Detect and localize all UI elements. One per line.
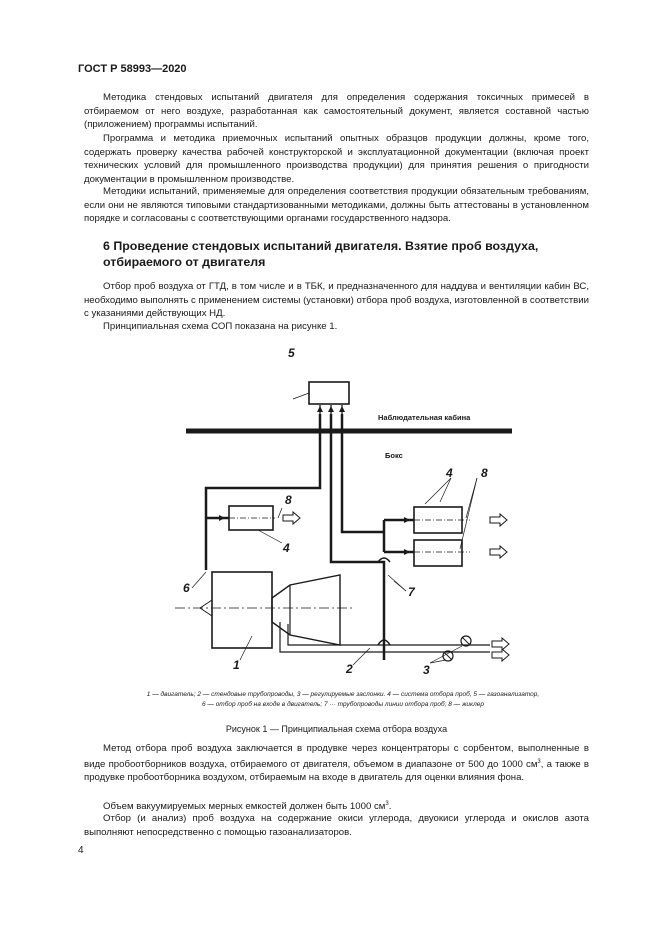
label-4-right: 4 bbox=[446, 466, 453, 480]
output-arrow-pipe-top bbox=[492, 638, 509, 650]
label-3: 3 bbox=[423, 663, 430, 677]
sampling-box-right-bottom bbox=[414, 540, 462, 566]
label-2: 2 bbox=[346, 662, 353, 676]
paragraph-sampling-method bbox=[84, 742, 589, 785]
bench-pipeline-inner bbox=[288, 624, 460, 645]
figure-legend bbox=[96, 690, 590, 710]
paragraph-acceptance-tests: Программа и методика приемочных испытаний опытных образцов продукции должны, кроме того, содержать проверку качества рабочей конструкторской и эксплуатационной документации (включая проект технических условий для промышленного производства продукции) для принятия решения о пригодности документации в промышленном производстве. bbox=[84, 133, 589, 185]
paragraph-vacuum-volume-text-a: Объем вакуумируемых мерных емкостей должен быть 1000 см bbox=[103, 801, 386, 813]
paragraph-gas-analysis: Отбор (и анализ) проб воздуха на содержание окиси углерода, двуокиси углерода и окислов азота выполняют непосредственно с помощью газоанализаторов. bbox=[84, 813, 589, 838]
bench-pipeline-outer bbox=[280, 622, 460, 652]
output-arrow-right-bottom bbox=[490, 546, 507, 558]
figure-caption: Рисунок 1 — Принципиальная схема отбора воздуха bbox=[225, 724, 448, 734]
label-4-left: 4 bbox=[283, 541, 290, 555]
page-header-standard: ГОСТ Р 58993—2020 bbox=[78, 63, 187, 75]
output-arrow-pipe-bottom bbox=[492, 649, 509, 661]
page-number: 4 bbox=[78, 845, 84, 856]
superscript-cube-2: 3 bbox=[385, 801, 389, 807]
pipeline-analyzer-left bbox=[331, 414, 384, 660]
label-1: 1 bbox=[233, 658, 240, 672]
legend-line-1: 1 — двигатель; 2 — стендовые трубопроводы, 3 — регулируемые заслонки. 4 — система отбора проб, 5 — газоанализатор, bbox=[146, 691, 540, 698]
label-box: Бокс bbox=[385, 451, 403, 460]
label-6: 6 bbox=[183, 581, 190, 595]
output-arrow-left bbox=[283, 512, 300, 524]
label-5: 5 bbox=[288, 346, 295, 360]
superscript-cube: 3 bbox=[537, 758, 541, 765]
paragraph-test-methods: Методики испытаний, применяемые для определения соответствия продукции обязательным требованиям, если они не являются типовыми стандартизованными методиками, должны быть аттестованы в установленном порядке и согласованы с соответствующими органами государственного надзора. bbox=[84, 186, 589, 224]
legend-line-2: 6 — отбор проб на входе в двигатель; 7 ··· трубопроводы линии отбора проб; 8 — жиклер bbox=[201, 701, 485, 708]
output-arrow-right-top bbox=[490, 514, 507, 526]
paragraph-air-sampling: Отбор проб воздуха от ГТД, в том числе и в ТБК, и предназначенного для наддува и вентиляции кабин ВС, необходимо выполнять с применением системы (установки) отбора проб воздуха, изготовленной в соответствии с указаниями действующих НД. bbox=[84, 281, 589, 319]
paragraph-vacuum-volume-text-b: . bbox=[388, 801, 392, 813]
paragraph-sampling-method-text-b: , а также в продувке пробоотборника воздухом, отбираемым на входе в двигатель для оценки влияния фона. bbox=[84, 758, 589, 784]
gas-analyzer-box bbox=[309, 382, 349, 404]
engine-body bbox=[212, 572, 272, 648]
paragraph-methodology: Методика стендовых испытаний двигателя для определения содержания токсичных примесей в отбираемом от него воздухе, разработанная как самостоятельный документ, является составной частью (приложением) программы испытаний. bbox=[84, 92, 589, 130]
figure-sampling-scheme bbox=[150, 342, 530, 697]
engine-nozzle bbox=[272, 575, 340, 645]
label-7: 7 bbox=[408, 585, 415, 599]
label-8-right: 8 bbox=[481, 466, 488, 480]
pipeline-inlet-line bbox=[206, 414, 320, 570]
section-title: 6 Проведение стендовых испытаний двигателя. Взятие проб воздуха, отбираемого от двигателя bbox=[103, 239, 539, 269]
label-cabin: Наблюдательная кабина bbox=[378, 413, 471, 422]
label-8-left: 8 bbox=[285, 493, 292, 507]
paragraph-sampling-method-text-a: Метод отбора проб воздуха заключается в продувке через концентраторы с сорбентом, выполненные в виде пробоотборников воздуха, отбираемого от двигателя, объемом в диапазоне от 500 до 1000 см bbox=[84, 743, 589, 770]
paragraph-scheme-reference: Принципиальная схема СОП показана на рисунке 1. bbox=[103, 321, 338, 332]
